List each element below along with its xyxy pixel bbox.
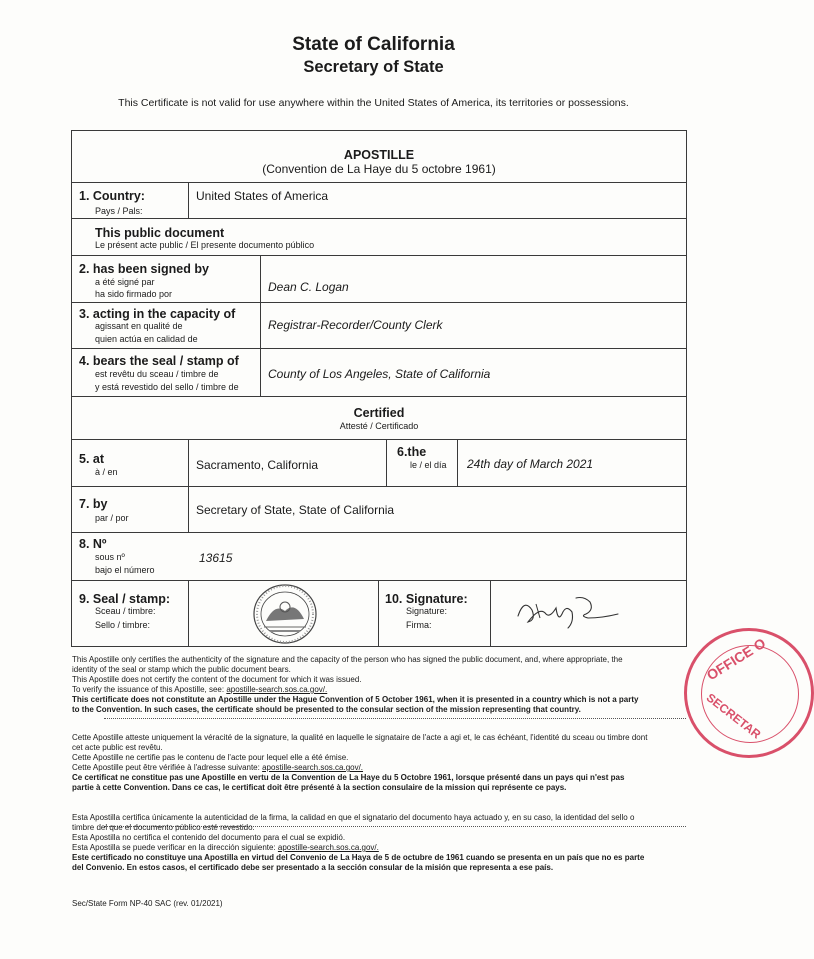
signed-by-value: Dean C. Logan [268, 280, 349, 294]
seal-of-value: County of Los Angeles, State of California [268, 367, 491, 381]
spanish-line: timbre del que el documento público esté revestido. [72, 823, 255, 832]
page-subtitle: Secretary of State [303, 58, 444, 76]
validity-notice: This Certificate is not valid for use anywhere within the United States of America, its territories or possessions. [118, 97, 629, 109]
col-divider [490, 580, 491, 647]
public-document-sublabel: Le présent acte public / El presente documento público [95, 240, 315, 250]
seal-stamp-sub-es: Sello / timbre: [95, 620, 151, 630]
stamp-text-bottom: SECRETAR [703, 690, 764, 742]
col-divider [457, 439, 458, 486]
seal-stamp-label: 9. Seal / stamp: [79, 592, 171, 606]
seal-of-sub-es: y está revestido del sello / timbre de [95, 382, 239, 392]
at-sublabel: à / en [95, 467, 118, 477]
at-value: Sacramento, California [196, 458, 319, 472]
certified-label: Certified [353, 406, 405, 420]
signature-label: 10. Signature: [385, 592, 468, 606]
spanish-bold-line: Este certificado no constituye una Apostilla en virtud del Convenio de La Haya de 5 de octubre de 1961 cuando se presenta en un país que no es parte [72, 853, 645, 862]
verify-link[interactable]: apostille-search.sos.ca.gov/. [226, 685, 328, 694]
french-line: Cette Apostille atteste uniquement la véracité de la signature, la qualité en laquelle le signataire de l'acte a agi et, le cas échéant, l'identité du sceau ou timbre dont [72, 733, 648, 742]
number-label: 8. Nº [79, 537, 107, 551]
public-document-label: This public document [95, 226, 225, 240]
divider [71, 348, 687, 349]
verify-link[interactable]: apostille-search.sos.ca.gov/. [277, 843, 379, 852]
capacity-value: Registrar-Recorder/County Clerk [268, 318, 443, 332]
apostille-title: APOSTILLE [343, 148, 415, 162]
english-line: identity of the seal or stamp which the public document bears. [72, 665, 291, 674]
number-sub-es: bajo el número [95, 565, 155, 575]
page-title: State of California [292, 34, 455, 55]
date-sublabel: le / el día [410, 460, 447, 470]
divider [71, 486, 687, 487]
date-label: 6.the [397, 445, 427, 459]
french-verify: Cette Apostille peut être vérifiée à l'adresse suivante: apostille-search.sos.ca.gov/. [72, 763, 364, 772]
state-seal-icon [250, 583, 320, 645]
by-label: 7. by [79, 497, 108, 511]
spanish-line: Esta Apostilla certifica únicamente la autenticidad de la firma, la calidad en que el signatario del documento haya actuado y, en su caso, la identidad del sello o [72, 813, 635, 822]
col-divider [188, 439, 189, 486]
capacity-sub-fr: agissant en qualité de [95, 321, 183, 331]
official-stamp [684, 628, 814, 758]
form-number: Sec/State Form NP-40 SAC (rev. 01/2021) [72, 899, 223, 908]
english-bold-line: This certificate does not constitute an Apostille under the Hague Convention of 5 October 1961, when it is presented in a country which is not a party [72, 695, 639, 704]
dotted-separator [104, 718, 686, 719]
number-sub-fr: sous nº [95, 552, 125, 562]
by-sublabel: par / por [95, 513, 129, 523]
seal-of-sub-fr: est revêtu du sceau / timbre de [95, 369, 219, 379]
signature-sub-fr: Signature: [406, 606, 448, 616]
signature-sub-es: Firma: [406, 620, 432, 630]
spanish-bold-line: del Convenio. En estos casos, el certificado debe ser presentado a la sección consular de la misión que representa a ese país. [72, 863, 554, 872]
divider [71, 532, 687, 533]
english-bold-line: to the Convention. In such cases, the certificate should be presented to the consular section of the mission representing that country. [72, 705, 581, 714]
seal-stamp-sub-fr: Sceau / timbre: [95, 606, 156, 616]
english-line: This Apostille does not certify the content of the document for which it was issued. [72, 675, 362, 684]
by-value: Secretary of State, State of California [196, 503, 395, 517]
french-line: Cette Apostille ne certifie pas le contenu de l'acte pour lequel elle a été émise. [72, 753, 349, 762]
col-divider [260, 255, 261, 396]
col-divider [188, 580, 189, 647]
at-label: 5. at [79, 452, 105, 466]
french-bold-line: partie à cette Convention. Dans ce cas, le certificat doit être présenté à la section consulaire de la mission qui représente ce pays. [72, 783, 567, 792]
convention-text: (Convention de La Haye du 5 octobre 1961) [262, 162, 496, 176]
english-line: This Apostille only certifies the authenticity of the signature and the capacity of the person who has signed the public document, and, where appropriate, the [72, 655, 623, 664]
french-line: cet acte public est revêtu. [72, 743, 163, 752]
col-divider [386, 439, 387, 486]
country-sublabel: Pays / Pals: [95, 206, 143, 216]
verify-link[interactable]: apostille-search.sos.ca.gov/. [262, 763, 364, 772]
number-value: 13615 [199, 551, 233, 565]
col-divider [188, 486, 189, 532]
french-bold-line: Ce certificat ne constitue pas une Apostille en vertu de la Convention de La Haye du 5 Octobre 1961, lorsque présenté dans un pays qui n'est pas [72, 773, 625, 782]
divider [71, 218, 687, 219]
signed-by-sub-fr: a été signé par [95, 277, 155, 287]
certified-sublabel: Attesté / Certificado [339, 421, 419, 431]
col-divider [378, 580, 379, 647]
english-verify: To verify the issuance of this Apostille, see: apostille-search.sos.ca.gov/. [72, 685, 328, 694]
divider [71, 302, 687, 303]
spanish-line: Esta Apostilla no certifica el contenido del documento para el cual se expidió. [72, 833, 346, 842]
date-value: 24th day of March 2021 [467, 457, 594, 471]
signature-icon [510, 588, 630, 632]
english-notes [72, 655, 682, 715]
divider [71, 439, 687, 440]
capacity-label: 3. acting in the capacity of [79, 307, 236, 321]
spanish-verify: Esta Apostilla se puede verificar en la dirección siguiente: apostille-search.sos.ca.gov/. [72, 843, 379, 852]
divider [71, 255, 687, 256]
french-notes [72, 733, 682, 793]
divider [71, 396, 687, 397]
col-divider [188, 182, 189, 218]
capacity-sub-es: quien actúa en calidad de [95, 334, 198, 344]
country-value: United States of America [196, 189, 329, 203]
spanish-notes [72, 813, 682, 873]
signed-by-label: 2. has been signed by [79, 262, 209, 276]
country-label: 1. Country: [79, 189, 145, 203]
signed-by-sub-es: ha sido firmado por [95, 289, 173, 299]
seal-of-label: 4. bears the seal / stamp of [79, 354, 239, 368]
divider [71, 580, 687, 581]
stamp-text-top: OFFICE O [703, 634, 769, 684]
divider [71, 182, 687, 183]
